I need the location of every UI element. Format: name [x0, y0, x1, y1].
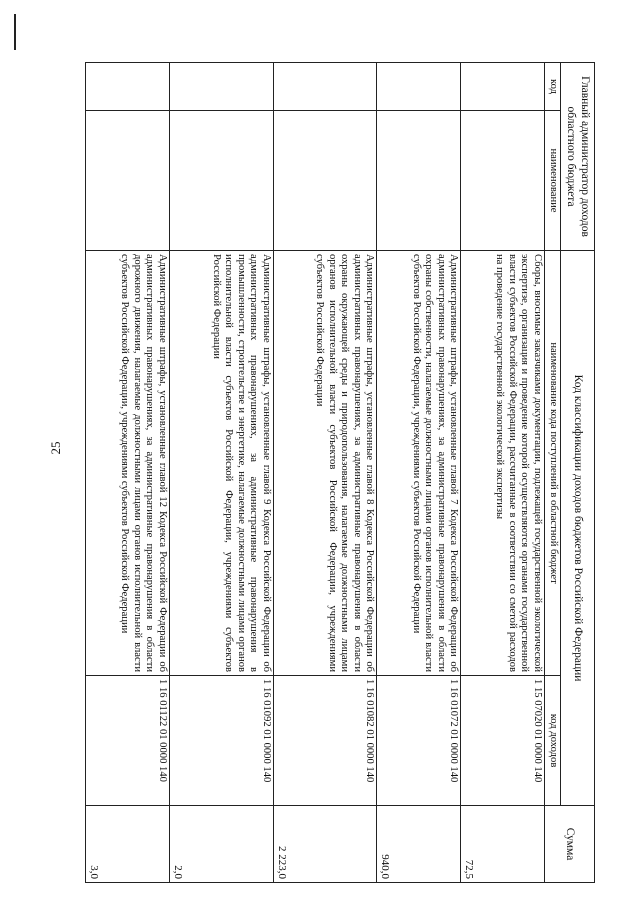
- rotated-table-wrapper: [85, 62, 595, 882]
- row-sum: 2,0: [169, 806, 273, 883]
- header-income-code: код доходов: [545, 676, 561, 806]
- table-row: [86, 63, 170, 883]
- row-admin-name: [377, 111, 461, 251]
- row-income-code: 1 16 01082 01 0000 140: [273, 676, 377, 806]
- row-income-code: 1 16 01122 01 0000 140: [86, 676, 170, 806]
- margin-line: [14, 14, 16, 50]
- header-admin-group: Главный администратор доходов областного бюджета: [561, 63, 595, 251]
- row-income-code: 1 15 07020 01 0000 140: [461, 676, 545, 806]
- header-admin-code: код: [545, 63, 561, 111]
- row-income-code: 1 16 01072 01 0000 140: [377, 676, 461, 806]
- header-admin-name: наименование: [545, 111, 561, 251]
- row-description: Административные штрафы, установленные главой 12 Кодекса Российской Федерации об административных правонарушениях, за административные правонарушения в области дорожного движения, налагаемые должностными лицами органов исполнительной власти субъектов Российской Федерации, учреждениями субъектов Российской Федерации: [86, 251, 170, 676]
- table-row: [273, 63, 377, 883]
- row-admin-code: [169, 63, 273, 111]
- row-description: Административные штрафы, установленные главой 7 Кодекса Российской Федерации об административных правонарушениях, за административные правонарушения в области охраны собственности, налагаемые должностными лицами органов исполнительной власти субъектов Российской Федерации, учреждениями субъектов Российской Федерации: [377, 251, 461, 676]
- table-row: [461, 63, 545, 883]
- table-row: [377, 63, 461, 883]
- row-description: Административные штрафы, установленные главой 8 Кодекса Российской Федерации об административных правонарушениях, за административные правонарушения в области охраны окружающей среды и природопользования, налагаемые должностными лицами органов исполнительной власти субъектов Российской Федерации, учреждениями субъектов Российской Федерации: [273, 251, 377, 676]
- header-income-name: наименование кода поступлений в областной бюджет: [545, 251, 561, 676]
- row-admin-name: [169, 111, 273, 251]
- row-admin-code: [86, 63, 170, 111]
- row-description: Сборы, вносимые заказчиками документации, подлежащей государственной экологической экспертизе, организация и проведение которой осуществляются органами государственной власти субъектов Российской Федерации, рассчитанные в соответствии со сметой расходов на проведение государственной экологической экспертизы: [461, 251, 545, 676]
- page-number: 25: [48, 441, 63, 455]
- row-description: Административные штрафы, установленные главой 9 Кодекса Российской Федерации об административных правонарушениях, за административные правонарушения в промышленности, строительстве и энергетике, налагаемые должностными лицами органов исполнительной власти субъектов Российской Федерации, учреждениями субъектов Российской Федерации: [169, 251, 273, 676]
- row-admin-code: [377, 63, 461, 111]
- table-row: [169, 63, 273, 883]
- row-admin-name: [273, 111, 377, 251]
- row-admin-name: [461, 111, 545, 251]
- row-admin-code: [273, 63, 377, 111]
- row-admin-code: [461, 63, 545, 111]
- row-sum: 72,5: [461, 806, 545, 883]
- income-classification-table: [85, 62, 595, 883]
- header-classification-group: Код классификации доходов бюджетов Российской Федерации: [561, 251, 595, 806]
- row-admin-name: [86, 111, 170, 251]
- row-sum: 940,0: [377, 806, 461, 883]
- row-income-code: 1 16 01092 01 0000 140: [169, 676, 273, 806]
- header-sum: Сумма: [545, 806, 595, 883]
- row-sum: 3,0: [86, 806, 170, 883]
- row-sum: 2 223,0: [273, 806, 377, 883]
